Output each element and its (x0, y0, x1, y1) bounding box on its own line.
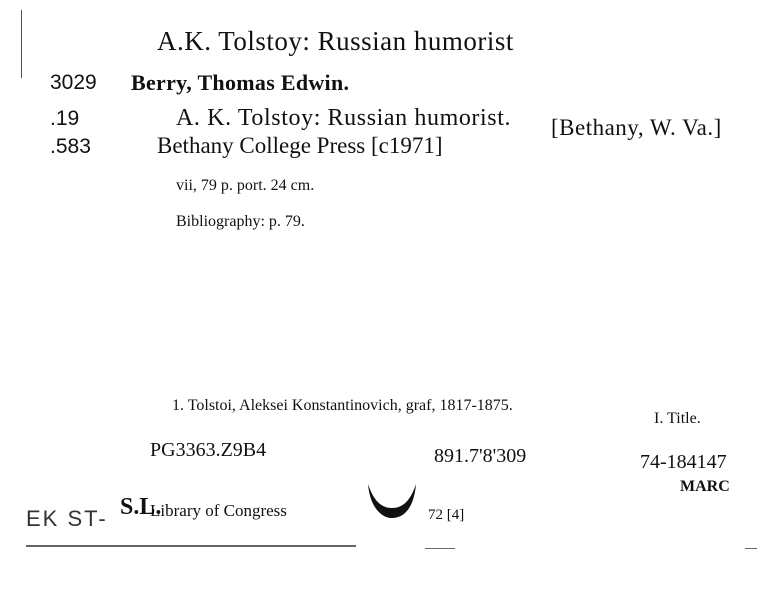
lc-classification: PG3363.Z9B4 (150, 439, 267, 461)
title-statement: A. K. Tolstoy: Russian humorist. (176, 105, 512, 131)
title-tracing: I. Title. (654, 410, 701, 427)
publication-place: [Bethany, W. Va.] (551, 115, 722, 140)
punch-hole-icon (364, 478, 420, 522)
main-entry-author: Berry, Thomas Edwin. (131, 70, 350, 95)
bottom-dash (425, 548, 455, 549)
stamp-text: EK ST- (26, 506, 108, 531)
stamp-initials: S.L. (120, 494, 162, 520)
collation: vii, 79 p. port. 24 cm. (176, 177, 315, 194)
publisher-date: Bethany College Press [c1971] (157, 133, 443, 158)
card-number: 74-184147 (640, 451, 727, 473)
call-number-line-1: 3029 (50, 71, 97, 94)
dewey-classification: 891.7'8'309 (434, 445, 527, 467)
bibliography-note: Bibliography: p. 79. (176, 213, 305, 230)
marc-label: MARC (680, 478, 730, 495)
bottom-rule (26, 545, 356, 547)
call-number-line-3: .583 (50, 135, 91, 158)
library-name: Library of Congress (150, 501, 287, 520)
call-number-line-2: .19 (50, 107, 80, 130)
card-heading: A.K. Tolstoy: Russian humorist (157, 26, 514, 56)
print-info: 72 [4] (428, 507, 465, 523)
bottom-dash-right (745, 548, 757, 549)
card-edge-mark (21, 10, 22, 78)
subject-tracing: 1. Tolstoi, Aleksei Konstantinovich, graf, 1817-1875. (172, 397, 513, 414)
